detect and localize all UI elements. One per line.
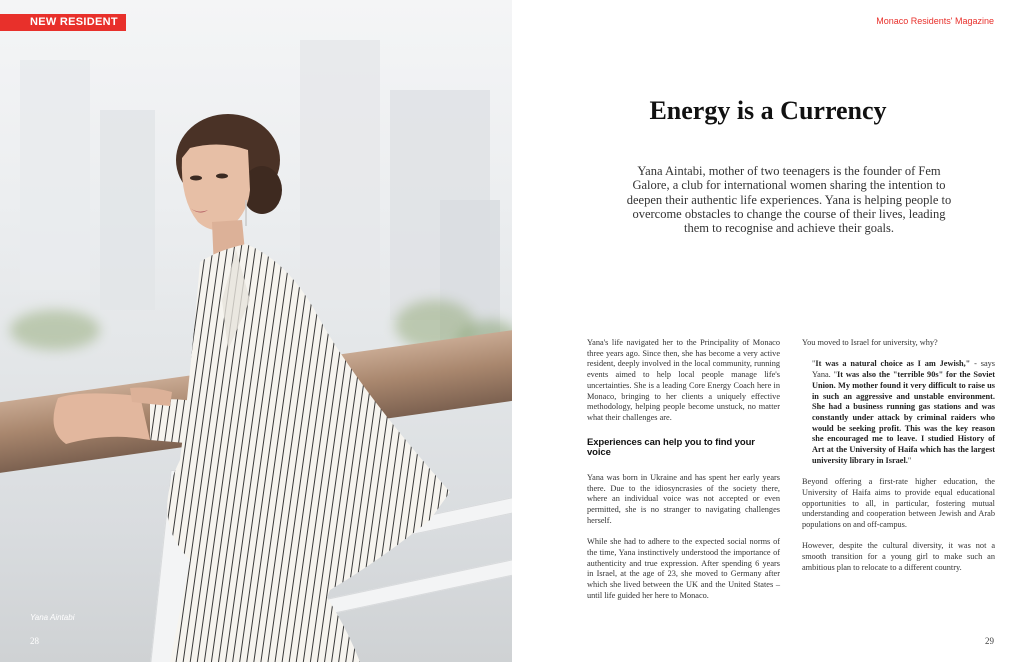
section-subheading: Experiences can help you to find your voice	[587, 436, 755, 459]
page-number: 28	[30, 636, 39, 646]
article-intro: Yana Aintabi, mother of two teenagers is the founder of Fem Galore, a club for international women sharing the intention to deepen their authentic life experiences. Yana is helping people to overcome obstacles to change the course of their lives, leading them to recognise and achieve their goals.	[626, 164, 952, 236]
body-paragraph: While she had to adhere to the expected social norms of the time, Yana instinctively understood the importance of authenticity and true expression. After spending 6 years in Israel, at the age of 23, she moved to Germany after which she lived between the UK and the United States – until life guided her here to Monaco.	[587, 537, 780, 600]
body-paragraph: However, despite the cultural diversity, it was not a smooth transition for a young girl to make such an ambitious plan to relocate to a different country.	[802, 541, 995, 572]
text-column-right	[802, 338, 995, 584]
text-column-left	[587, 338, 780, 612]
section-tag: NEW RESIDENT	[0, 14, 126, 31]
quote-mark: "	[812, 359, 816, 369]
body-paragraph: Yana was born in Ukraine and has spent her early years there. Due to the idiosyncrasies of the society there, where an individual voice was not accepted or even permitted, she is no stranger to navigating challenges herself.	[587, 473, 780, 525]
interview-quote	[812, 359, 995, 466]
quote-mark: "	[907, 455, 912, 465]
right-page	[512, 0, 1024, 662]
magazine-name: Monaco Residents' Magazine	[876, 16, 994, 26]
quote-bold-text: It was a natural choice as I am Jewish,"	[815, 359, 971, 369]
quote-bold-text: It was also the "terrible 90s" for the Soviet Union. My mother found it very difficult to raise us in such an aggressive and unstable environment. She had a business running gas stations and was constantly under attack by criminal raiders who would be seeking profit. This was the key reason she encouraged me to leave. I studied History of Art at the University of Haifa which has the largest university library in Israel.	[812, 370, 995, 465]
article-headline: Energy is a Currency	[649, 96, 887, 125]
interview-question: You moved to Israel for university, why?	[802, 338, 938, 347]
photo-caption: Yana Aintabi	[30, 613, 75, 622]
body-paragraph: Beyond offering a first-rate higher education, the University of Haifa aims to provide equal educational opportunities to all, in particular, fostering mutual understanding and cooperation between Jewish and Arab populations on and off-campus.	[802, 477, 995, 529]
body-paragraph: Yana's life navigated her to the Principality of Monaco three years ago. Since then, she has become a very active resident, deeply involved in the local community, running events aimed to help local people manage life's uncertainties. She is a leading Core Energy Coach here in Monaco, bringing to her clients a uniquely effective methodology, helping people become unstuck, no matter what their challenges are.	[587, 338, 780, 422]
page-number: 29	[985, 636, 994, 646]
quote-attribution: - says Yana. "	[812, 359, 996, 380]
